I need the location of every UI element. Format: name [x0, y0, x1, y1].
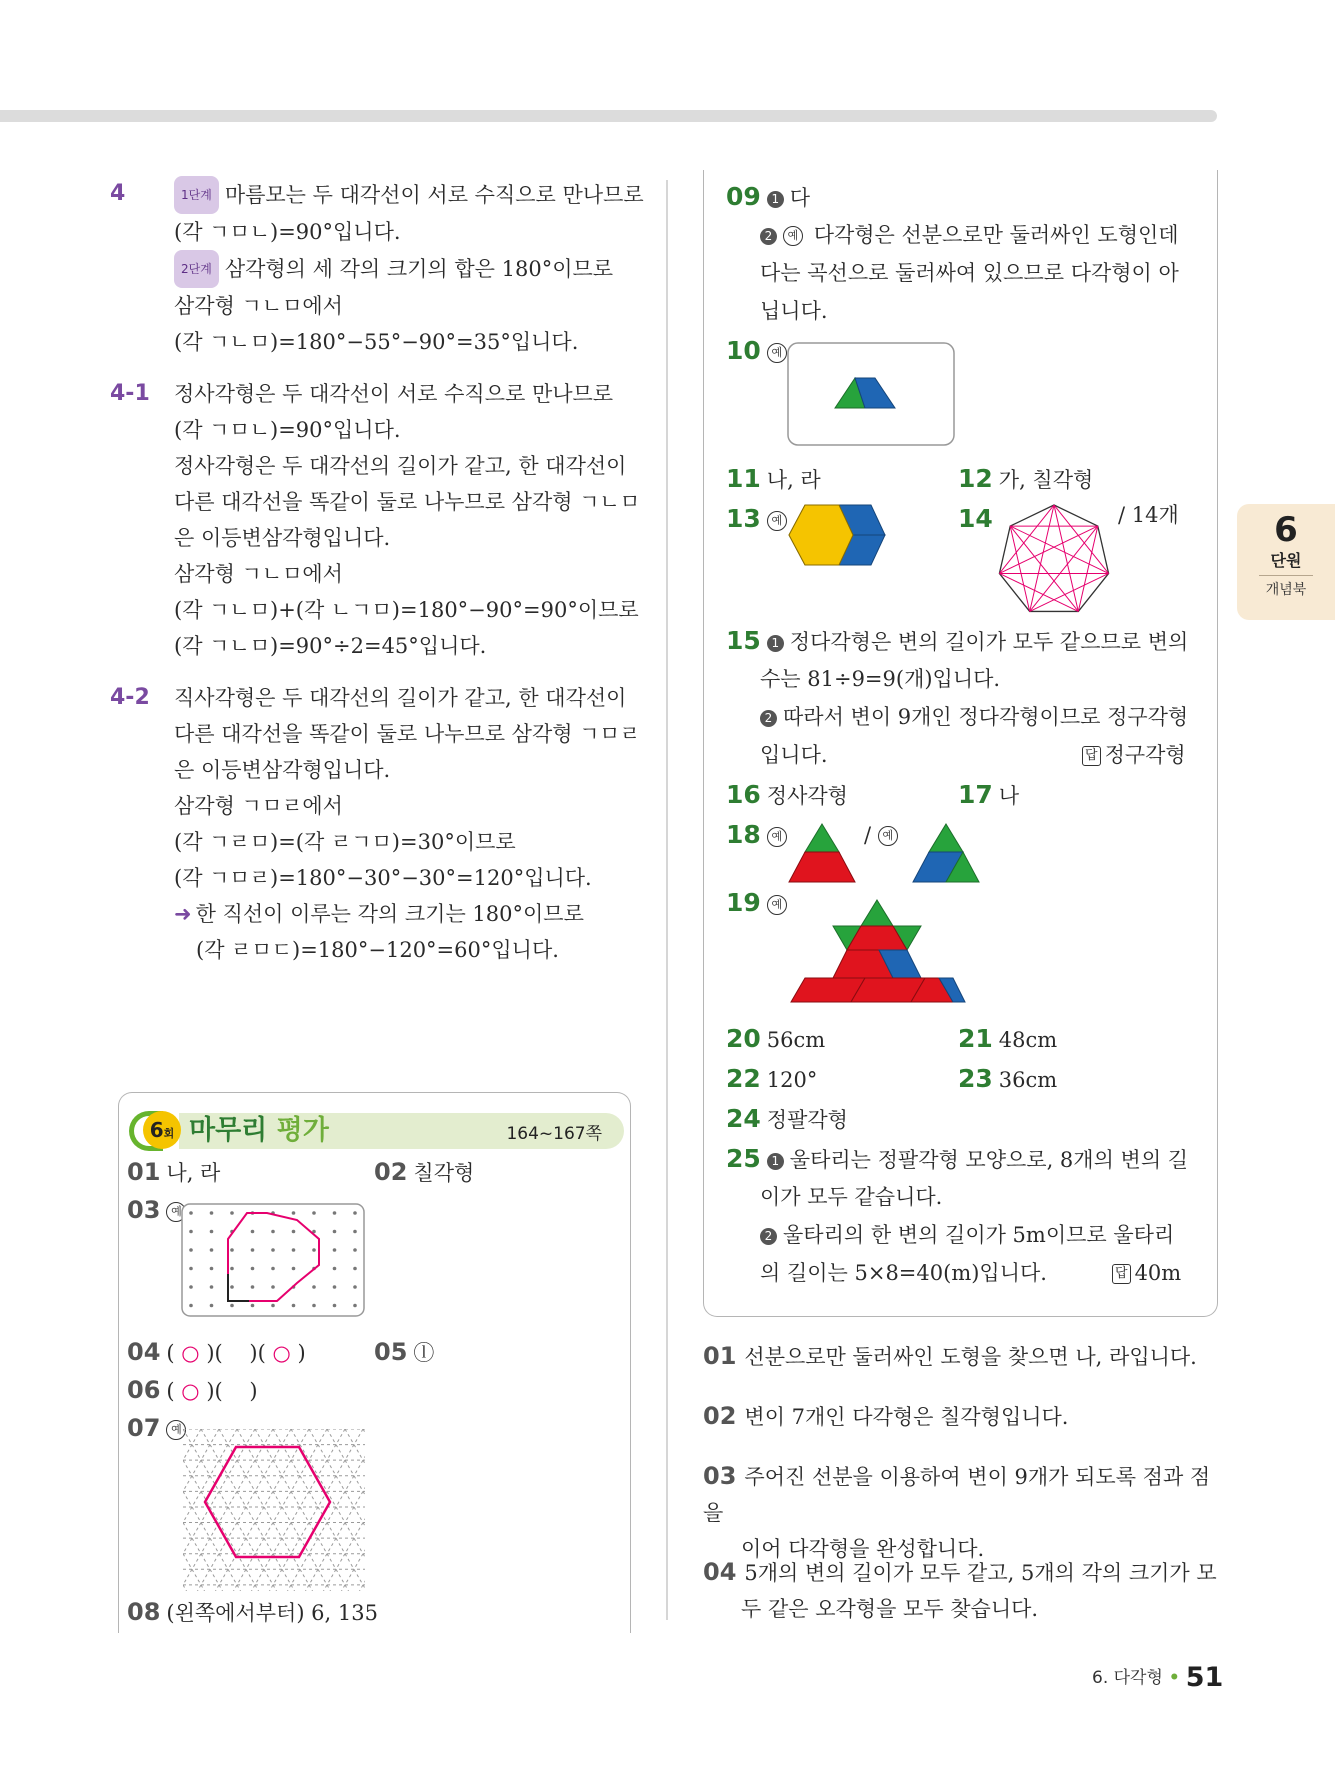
- grid-line: [341, 1429, 365, 1591]
- text-line: 삼각형 ㄱㅁㄹ에서: [174, 794, 343, 818]
- grid-dot: [210, 1285, 214, 1289]
- answer-10: 10 예: [726, 332, 791, 371]
- grid-line: [273, 1429, 365, 1591]
- grid-dot: [292, 1211, 296, 1215]
- answer-25-final: 답 40m: [1112, 1254, 1181, 1292]
- answer-15: 15 1 정다각형은 변의 길이가 모두 같으므로 변의: [726, 626, 1189, 655]
- answers-box: [703, 170, 1218, 1317]
- diagonal-line: [999, 573, 1078, 611]
- grid-dot: [189, 1267, 193, 1271]
- explanation-02: 02 변이 7개인 다각형은 칠각형입니다.: [703, 1402, 1069, 1430]
- pattern-block-triangle-figure: [787, 898, 967, 1010]
- text-line: (각 ㄱㅁㄹ)=180°−30°−30°=120°입니다.: [174, 866, 592, 890]
- grid-dot: [333, 1211, 337, 1215]
- grid-dot: [271, 1267, 275, 1271]
- text-line: (각 ㄹㅁㄷ)=180°−120°=60°입니다.: [196, 938, 559, 962]
- answer-25: 25 1 울타리는 정팔각형 모양으로, 8개의 변의 길: [726, 1144, 1189, 1173]
- triangle-figure-a: [787, 822, 857, 884]
- grid-dot: [333, 1248, 337, 1252]
- answer-09-line: 다는 곡선으로 둘러싸여 있으므로 다각형이 아: [760, 261, 1179, 285]
- grid-dot: [189, 1248, 193, 1252]
- page-number: 51: [1185, 1662, 1224, 1693]
- answer-20: 20 56cm: [726, 1024, 826, 1053]
- answer-14-count: / 14개: [1118, 503, 1179, 527]
- text-line: 삼각형의 세 각의 크기의 합은 180°이므로: [224, 257, 614, 281]
- grid-dot: [230, 1267, 234, 1271]
- example-mark: 예: [166, 1202, 186, 1222]
- answer-02: 02 칠각형: [374, 1158, 475, 1186]
- text-line: (각 ㄱㄴㅁ)+(각 ㄴㄱㅁ)=180°−90°=90°이므로: [174, 598, 639, 622]
- answer-17: 17 나: [958, 780, 1020, 809]
- text-line: 정사각형은 두 대각선이 서로 수직으로 만나므로: [174, 382, 614, 406]
- text-line: 정사각형은 두 대각선의 길이가 같고, 한 대각선이: [174, 454, 627, 478]
- grid-line: [327, 1429, 365, 1591]
- grid-line: [183, 1429, 273, 1591]
- answer-01: 01 나, 라: [127, 1158, 221, 1186]
- answer-12: 12 가, 칠각형: [958, 464, 1094, 493]
- grid-dot: [271, 1285, 275, 1289]
- example-mark: 예: [878, 826, 898, 846]
- step1-badge: 1단계: [174, 176, 219, 214]
- text-line: 삼각형 ㄱㄴㅁ에서: [174, 294, 343, 318]
- triangle-grid-hexagon: [183, 1429, 365, 1591]
- grid-dot: [230, 1285, 234, 1289]
- grid-line: [323, 1429, 365, 1591]
- answer-25-line: 2 울타리의 한 변의 길이가 5m이므로 울타리: [760, 1216, 1174, 1254]
- answer-09: 09 1 다: [726, 182, 811, 211]
- answer-05: 05 ⓛ: [374, 1338, 435, 1366]
- explanation-04: 04 5개의 변의 길이가 모두 같고, 5개의 각의 크기가 모 두 같은 오각형을 모두 찾습니다.: [703, 1558, 1217, 1621]
- diagonal-line: [1030, 573, 1109, 611]
- answer-23: 23 36cm: [958, 1064, 1058, 1093]
- grid-dot: [271, 1248, 275, 1252]
- grid-dot: [189, 1304, 193, 1308]
- diagonal-line: [999, 526, 1097, 573]
- grid-dot: [312, 1211, 316, 1215]
- triangle-figure-b: [911, 822, 981, 884]
- problem-number: 4: [110, 181, 126, 206]
- answer-24: 24 정팔각형: [726, 1104, 848, 1133]
- example-mark: 예: [767, 827, 787, 847]
- top-bar: [0, 110, 1217, 122]
- parallelogram-figure: [787, 342, 955, 446]
- grid-dot: [353, 1304, 357, 1308]
- review-header: [129, 1111, 624, 1151]
- grid-line: [345, 1429, 365, 1591]
- example-mark: 예: [166, 1420, 186, 1440]
- answer-25-line: 이가 모두 같습니다.: [760, 1185, 943, 1209]
- grid-dot: [251, 1285, 255, 1289]
- problem-4-2: [110, 680, 640, 968]
- diagonal-line: [1010, 526, 1108, 573]
- answer-09-line: 닙니다.: [760, 299, 828, 323]
- grid-line: [183, 1429, 201, 1591]
- answer-04: 04 ( ○ )( )( ○ ): [127, 1338, 306, 1366]
- text-line: 은 이등변삼각형입니다.: [174, 526, 391, 550]
- grid-line: [183, 1429, 259, 1591]
- grid-dot: [251, 1304, 255, 1308]
- grid-dot: [333, 1285, 337, 1289]
- hexagon-figure: [787, 502, 897, 568]
- heptagon-outline: [999, 505, 1108, 611]
- answer-16: 16 정사각형: [726, 780, 848, 809]
- dot-grid-nonagon: [181, 1203, 365, 1317]
- grid-dot: [292, 1248, 296, 1252]
- answer-18: 18 예: [726, 816, 791, 855]
- answer-09-line: 2 예 다각형은 선분으로만 둘러싸인 도형인데: [760, 216, 1179, 254]
- heptagon-diagonals-figure: [992, 500, 1116, 618]
- grid-dot: [251, 1230, 255, 1234]
- grid-dot: [292, 1267, 296, 1271]
- answer-15-line: 2 따라서 변이 9개인 정다각형이므로 정구각형: [760, 698, 1188, 736]
- circle-mark: ○: [181, 1379, 200, 1403]
- answer-15-line: 수는 81÷9=9(개)입니다.: [760, 667, 1001, 691]
- grid-line: [359, 1429, 365, 1591]
- grid-dot: [353, 1285, 357, 1289]
- answer-18-sep: / 예: [864, 816, 902, 854]
- text-line: (각 ㄱㄹㅁ)=(각 ㄹㄱㅁ)=30°이므로: [174, 830, 516, 854]
- text-line: 다른 대각선을 똑같이 둘로 나누므로 삼각형 ㄱㅁㄹ: [174, 722, 641, 746]
- answer-06: 06 ( ○ )( ): [127, 1376, 258, 1404]
- text-line: (각 ㄱㄴㅁ)=180°−55°−90°=35°입니다.: [174, 330, 579, 354]
- answer-08: 08 (왼쪽에서부터) 6, 135: [127, 1598, 378, 1626]
- round-badge: 6회: [143, 1111, 181, 1149]
- text-line: (각 ㄱㄴㅁ)=90°÷2=45°입니다.: [174, 634, 487, 658]
- answer-22: 22 120°: [726, 1064, 818, 1093]
- example-mark: 예: [783, 226, 803, 246]
- grid-line: [183, 1429, 187, 1591]
- grid-dot: [312, 1304, 316, 1308]
- answer-13: 13 예: [726, 500, 791, 539]
- text-line: 다른 대각선을 똑같이 둘로 나누므로 삼각형 ㄱㄴㅁ: [174, 490, 641, 514]
- grid-dot: [333, 1230, 337, 1234]
- grid-dot: [230, 1248, 234, 1252]
- answer-15-final: 답 정구각형: [1082, 736, 1186, 774]
- answer-15-line: 입니다.: [760, 743, 828, 767]
- left-column: [110, 176, 644, 984]
- grid-dot: [210, 1267, 214, 1271]
- example-mark: 예: [767, 895, 787, 915]
- grid-dot: [353, 1248, 357, 1252]
- answer-mark: 답: [1082, 746, 1101, 766]
- grid-dot: [189, 1285, 193, 1289]
- page-range: 164~167쪽: [506, 1124, 602, 1144]
- answer-21: 21 48cm: [958, 1024, 1058, 1053]
- grid-dot: [333, 1304, 337, 1308]
- chapter-number: 6: [1274, 510, 1298, 550]
- answer-mark: 답: [1112, 1264, 1131, 1284]
- grid-dot: [292, 1230, 296, 1234]
- review-title: 마무리 평가: [189, 1115, 329, 1146]
- text-line: 한 직선이 이루는 각의 크기는 180°이므로: [195, 902, 584, 926]
- step2-badge: 2단계: [174, 250, 219, 288]
- grid-dot: [312, 1248, 316, 1252]
- grid-dot: [210, 1211, 214, 1215]
- chapter-name: 6. 다각형: [1092, 1668, 1163, 1688]
- chapter-unit-label: 단원: [1270, 551, 1302, 570]
- grid-dot: [210, 1248, 214, 1252]
- text-line: 은 이등변삼각형입니다.: [174, 758, 391, 782]
- grid-dot: [271, 1230, 275, 1234]
- review-test-box: [118, 1092, 631, 1633]
- grid-dot: [251, 1267, 255, 1271]
- answer-07: 07 예: [127, 1409, 190, 1448]
- grid-line: [309, 1429, 365, 1591]
- book-label: 개념북: [1265, 582, 1307, 598]
- problem-number: 4-1: [110, 381, 150, 406]
- text-line: 직사각형은 두 대각선의 길이가 같고, 한 대각선이: [174, 686, 627, 710]
- tab-divider: [1259, 575, 1313, 576]
- grid-dot: [353, 1211, 357, 1215]
- grid-dot: [230, 1211, 234, 1215]
- grid-dot: [333, 1267, 337, 1271]
- grid-dot: [210, 1304, 214, 1308]
- example-mark: 예: [767, 511, 787, 531]
- grid-line: [183, 1429, 223, 1591]
- text-line: (각 ㄱㅁㄴ)=90°입니다.: [174, 418, 401, 442]
- circle-mark: ○: [181, 1341, 200, 1365]
- example-mark: 예: [767, 343, 787, 363]
- explanation-01: 01 선분으로만 둘러싸인 도형을 찾으면 나, 라입니다.: [703, 1342, 1197, 1370]
- arrow-icon: ➜: [174, 902, 192, 926]
- grid-dot: [353, 1267, 357, 1271]
- grid-dot: [292, 1304, 296, 1308]
- grid-dot: [189, 1211, 193, 1215]
- answer-03: 03 예: [127, 1191, 190, 1230]
- chapter-tab[interactable]: [1237, 504, 1335, 620]
- page-footer: 6. 다각형 • 51: [1092, 1662, 1224, 1693]
- grid-dot: [210, 1230, 214, 1234]
- explanation-03: 03 주어진 선분을 이용하여 변이 9개가 되도록 점과 점을 이어 다각형을 완성합니다.: [703, 1462, 1211, 1561]
- grid-dot: [271, 1304, 275, 1308]
- grid-dot: [312, 1285, 316, 1289]
- problem-number: 4-2: [110, 685, 150, 710]
- grid-dot: [189, 1230, 193, 1234]
- column-divider: [666, 180, 668, 1620]
- circle-mark: ○: [272, 1341, 291, 1365]
- answer-14: 14: [958, 504, 993, 533]
- answer-11: 11 나, 라: [726, 464, 821, 493]
- text-line: 삼각형 ㄱㄴㅁ에서: [174, 562, 343, 586]
- grid-dot: [230, 1304, 234, 1308]
- answer-25-line: 의 길이는 5×8=40(m)입니다.: [760, 1261, 1047, 1285]
- problem-4-1: [110, 376, 640, 664]
- grid-dot: [353, 1230, 357, 1234]
- problem-4: [110, 176, 644, 360]
- grid-dot: [251, 1248, 255, 1252]
- grid-line: [363, 1429, 365, 1591]
- answer-19: 19 예: [726, 884, 791, 923]
- grid-line: [183, 1429, 219, 1591]
- text-line: (각 ㄱㅁㄴ)=90°입니다.: [174, 220, 401, 244]
- text-line: 마름모는 두 대각선이 서로 수직으로 만나므로: [224, 183, 644, 207]
